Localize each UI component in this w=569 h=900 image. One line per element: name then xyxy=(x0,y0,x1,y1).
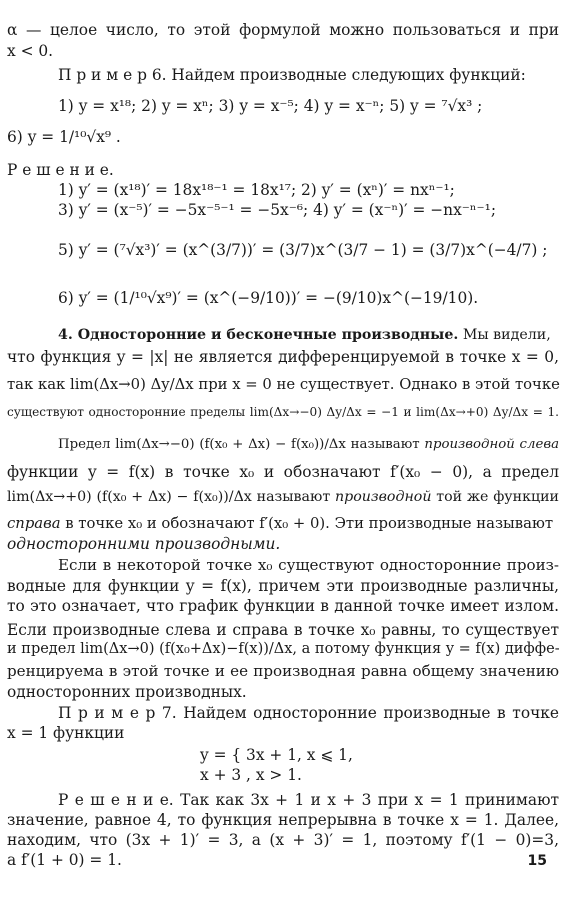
solution-heading: Р е ш е н и е. xyxy=(7,161,114,179)
text-line: x < 0. xyxy=(7,42,54,60)
italic-term: производной xyxy=(335,489,432,505)
italic-term: справа xyxy=(7,515,61,532)
section-heading-line xyxy=(58,326,559,345)
text-span: lim(Δx→+0) (f(x₀ + Δx) − f(x₀))/Δx называют xyxy=(7,489,331,505)
text-line: что функция y = |x| не является дифференцируемой в точке x = 0, xyxy=(7,348,559,366)
text-line: Если производные слева и справа в точке x₀ равны, то существует xyxy=(7,621,559,639)
text-line: значение, равное 4, то функция непрерывна в точке x = 1. Далее, xyxy=(7,811,559,829)
text-line: и предел lim(Δx→0) (f(x₀+Δx)−f(x))/Δx, а потому функция y = f(x) диффе- xyxy=(7,641,560,657)
text-line: Р е ш е н и е. Так как 3x + 1 и x + 3 при x = 1 принимают xyxy=(58,791,559,809)
text-line xyxy=(58,436,559,454)
text-line: x = 1 функции xyxy=(7,724,125,742)
formula-line: 1) y′ = (x¹⁸)′ = 18x¹⁸⁻¹ = 18x¹⁷; 2) y′ = (xⁿ)′ = nxⁿ⁻¹; xyxy=(58,181,455,199)
formula-line: 1) y = x¹⁸; 2) y = xⁿ; 3) y = x⁻⁵; 4) y = x⁻ⁿ; 5) y = ⁷√x³ ; xyxy=(58,97,483,115)
text-line: функции y = f(x) в точке x₀ и обозначают f′(x₀ − 0), а предел xyxy=(7,463,559,481)
text-span: Мы видели, xyxy=(458,327,551,343)
text-line: ренцируема в этой точке и ее производная равна общему значению xyxy=(7,662,559,680)
text-line xyxy=(7,514,559,534)
text-line: а f′(1 + 0) = 1. xyxy=(7,851,122,869)
piecewise-line: y = { 3x + 1, x ⩽ 1, xyxy=(200,746,353,764)
section-heading: 4. Односторонние и бесконечные производные. xyxy=(58,327,459,343)
italic-term: односторонними производными. xyxy=(7,535,281,553)
formula-line: 3) y′ = (x⁻⁵)′ = −5x⁻⁵⁻¹ = −5x⁻⁶; 4) y′ = (x⁻ⁿ)′ = −nx⁻ⁿ⁻¹; xyxy=(58,201,497,219)
text-span: в точке x₀ и обозначают f′(x₀ + 0). Эти производные называют xyxy=(65,515,554,532)
text-line: так как lim(Δx→0) Δy/Δx при x = 0 не существует. Однако в этой точке xyxy=(7,376,560,393)
formula-line: 6) y = 1/¹⁰√x⁹ . xyxy=(7,128,121,146)
formula-line: 5) y′ = (⁷√x³)′ = (x^(3/7))′ = (3/7)x^(3/7 − 1) = (3/7)x^(−4/7) ; xyxy=(58,241,548,259)
text-line: находим, что (3x + 1)′ = 3, а (x + 3)′ = 1, поэтому f′(1 − 0)=3, xyxy=(7,831,559,849)
example-heading: П р и м е р 6. Найдем производные следующих функций: xyxy=(58,66,526,84)
text-line: Если в некоторой точке x₀ существуют односторонние произ- xyxy=(58,556,559,574)
text-span: Предел lim(Δx→−0) (f(x₀ + Δx) − f(x₀))/Δx называют xyxy=(58,437,420,452)
text-span: той же функции xyxy=(436,489,560,505)
example-heading: П р и м е р 7. Найдем односторонние производные в точке xyxy=(58,704,559,722)
text-line: односторонних производных. xyxy=(7,683,247,701)
piecewise-line: x + 3 , x > 1. xyxy=(200,766,302,784)
text-line xyxy=(7,488,559,507)
text-line: то это означает, что график функции в данной точке имеет излом. xyxy=(7,597,559,615)
text-line: α — целое число, то этой формулой можно пользоваться и при xyxy=(7,21,559,39)
text-line: водные для функции y = f(x), причем эти производные различны, xyxy=(7,577,559,595)
page-number: 15 xyxy=(527,853,547,869)
italic-term: производной слева xyxy=(424,437,560,452)
formula-line: 6) y′ = (1/¹⁰√x⁹)′ = (x^(−9/10))′ = −(9/10)x^(−19/10). xyxy=(58,289,479,307)
text-line: существуют односторонние пределы lim(Δx→−0) Δy/Δx = −1 и lim(Δx→+0) Δy/Δx = 1. xyxy=(7,405,559,419)
